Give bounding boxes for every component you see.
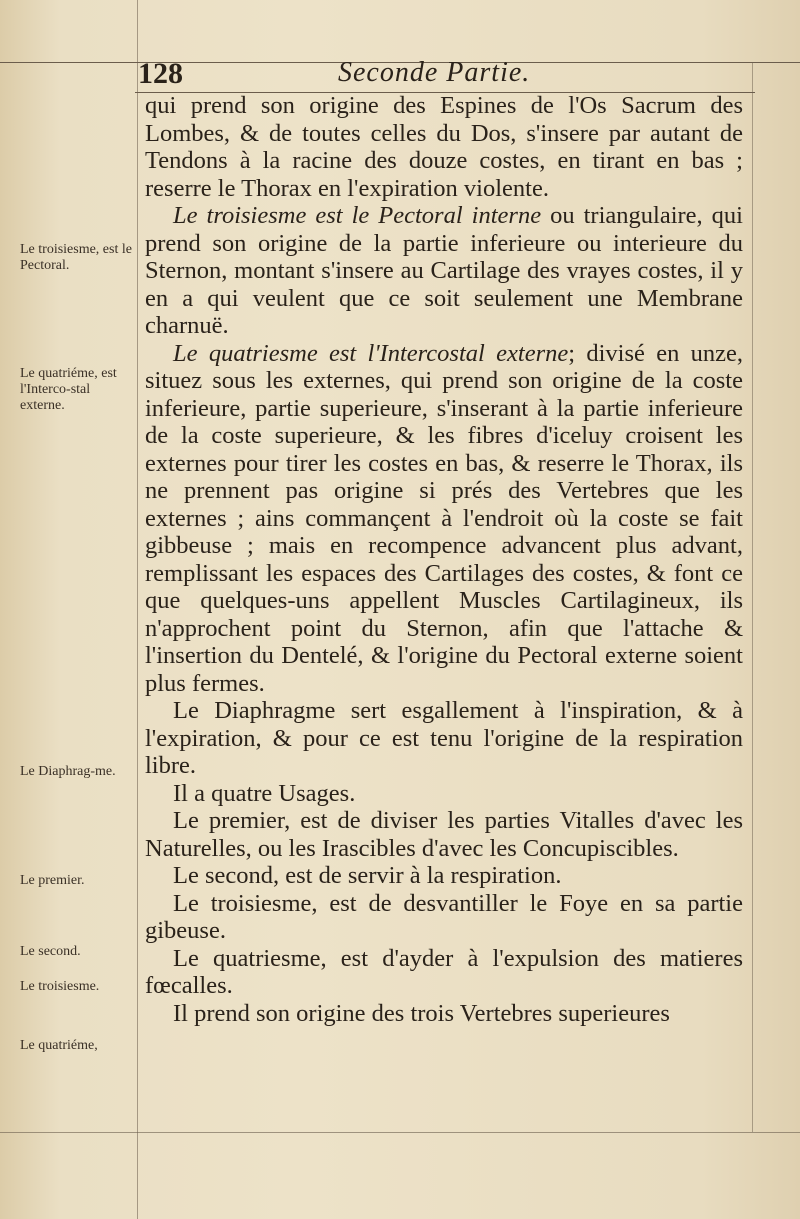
page-header <box>138 55 738 95</box>
paragraph-intercostal <box>145 340 743 698</box>
margin-note-first: Le premier. <box>20 873 85 888</box>
body-text <box>145 92 743 1027</box>
running-title: Seconde Partie. <box>338 57 531 88</box>
margin-note-second: Le second. <box>20 944 81 959</box>
paragraph-diaphragm: Le Diaphragme sert esgallement à l'inspiration, & à l'expiration, & pour ce est tenu l'origine de la respiration libre. <box>145 697 743 779</box>
paragraph-text: ; divisé en unze, situez sous les externes, qui prend son origine de la coste inferieure, partie superieure, s'inserant à la partie inferieure de la coste superieure, & les fibres d'iceluy croisent les externes pour tirer les costes en bas, & reserre le Thorax, ils ne prennent pas origine si prés des Vertebres que les externes ; ains commançent à l'endroit où la coste se fait gibbeuse ; mais en recompence advancent plus advant, remplissant les espaces des Cartilages des costes, & font ce que quelques-uns appellent Muscles Cartilagineux, ils n'approchent point du Sternon, afin que l'attache & l'insertion du Dentelé, & l'origine du Pectoral externe soient plus fermes. <box>145 339 744 697</box>
paragraph-usages: Il a quatre Usages. <box>173 779 356 807</box>
bottom-rule <box>0 1132 800 1133</box>
paragraph-text: ou triangulaire, qui prend son origine de la partie inferieure ou interieure du Sternon, montant s'insere au Cartilage des vrayes costes, il y en a qui veulent que ce soit seulement une Membrane charnuë. <box>145 202 743 339</box>
margin-note-diaphragm: Le Diaphrag-me. <box>20 764 116 779</box>
margin-rule-right <box>752 62 753 1132</box>
page-number: 128 <box>138 57 183 90</box>
paragraph-origin: Il prend son origine des trois Vertebres superieures <box>173 999 670 1027</box>
paragraph-third-usage: Le troisiesme, est de desvantiller le Foye en sa partie gibeuse. <box>145 889 743 944</box>
paragraph-first-usage: Le premier, est de diviser les parties Vitalles d'avec les Naturelles, ou les Irascibles d'avec les Concupiscibles. <box>145 807 743 862</box>
paragraph-continuation: qui prend son origine des Espines de l'Os Sacrum des Lombes, & de toutes celles du Dos, s'insere par autant de Tendons à la racine des douze costes, en tirant en bas ; reserre le Thorax en l'expiration violente. <box>145 92 743 202</box>
margin-rule-left <box>137 0 138 1219</box>
paragraph-lead: Le troisiesme est le Pectoral interne <box>173 202 542 229</box>
margin-note-pectoral: Le troisiesme, est le Pectoral. <box>20 242 132 273</box>
margin-note-third: Le troisiesme. <box>20 979 100 994</box>
paragraph-fourth-usage: Le quatriesme, est d'ayder à l'expulsion des matieres fœcalles. <box>145 944 743 999</box>
margin-note-intercostal: Le quatriéme, est l'Interco-stal externe. <box>20 366 117 413</box>
paragraph-pectoral <box>145 202 743 340</box>
paragraph-second-usage: Le second, est de servir à la respiration. <box>173 862 562 889</box>
margin-note-fourth: Le quatriéme, <box>20 1038 98 1053</box>
paragraph-lead: Le quatriesme est l'Intercostal externe <box>173 339 569 367</box>
